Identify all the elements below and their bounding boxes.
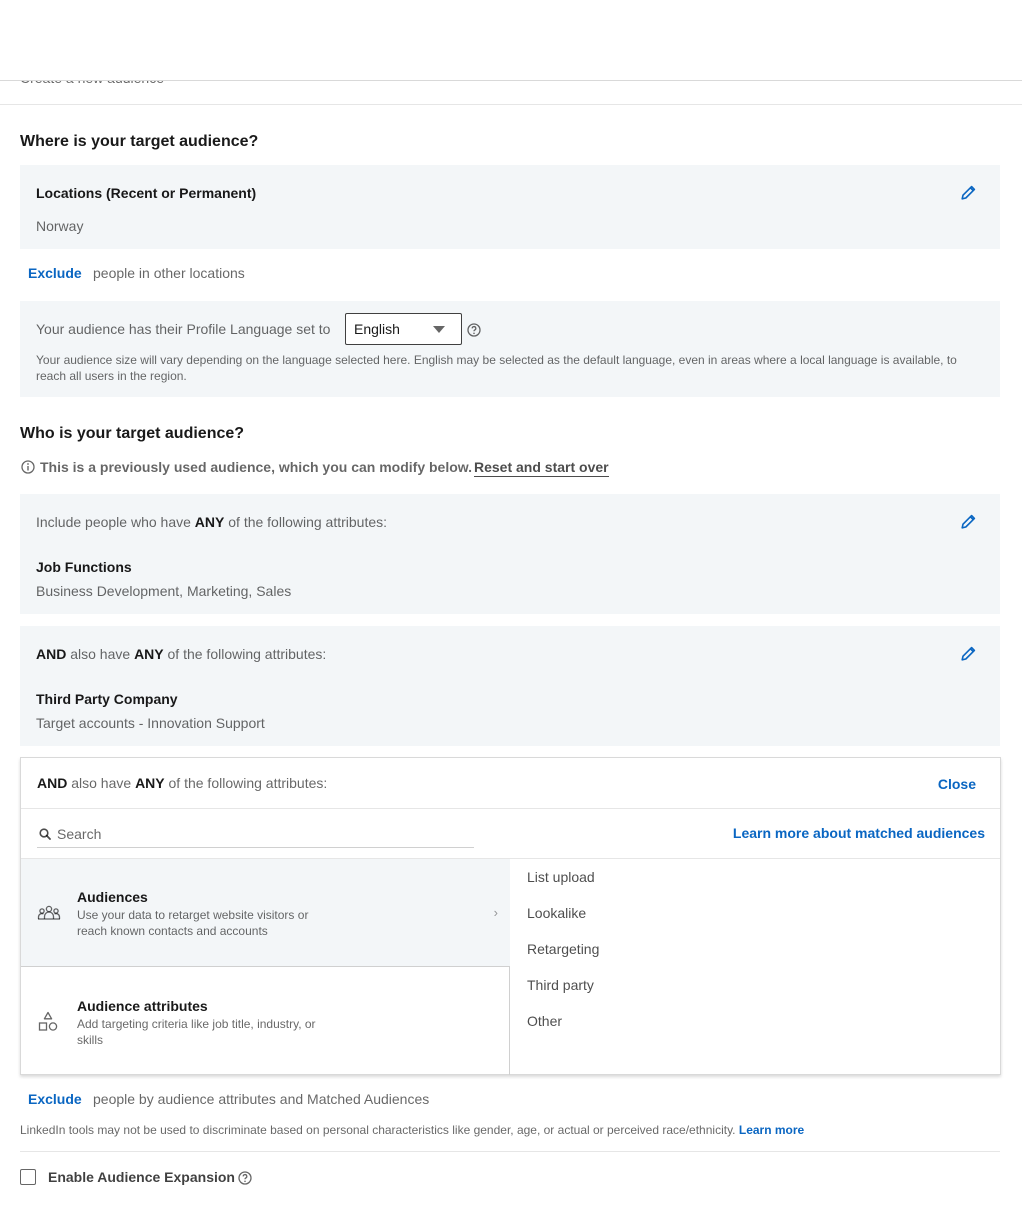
subitem-list-upload[interactable]: List upload — [527, 869, 595, 885]
category-desc: Use your data to retarget website visitors or reach known contacts and accounts — [77, 908, 309, 938]
subitem-retargeting[interactable]: Retargeting — [527, 941, 600, 957]
previous-audience-notice — [20, 459, 720, 479]
search-input[interactable] — [57, 823, 467, 845]
and-suffix: of the following attributes: — [168, 775, 328, 791]
where-heading: Where is your target audience? — [20, 133, 259, 150]
also-have: also have — [70, 646, 131, 662]
search-row — [21, 809, 1000, 859]
edit-locations-pencil-icon[interactable] — [960, 185, 976, 201]
also-have: also have — [71, 775, 132, 791]
shapes-icon — [37, 1011, 59, 1033]
divider — [0, 104, 1022, 105]
exclude-audience-link[interactable]: Exclude — [28, 1091, 82, 1107]
include-panel — [20, 494, 1000, 614]
category-audiences[interactable] — [21, 859, 510, 967]
locations-value: Norway — [36, 218, 84, 234]
and-rule-1 — [36, 646, 326, 662]
and-panel-1 — [20, 626, 1000, 746]
search-icon — [39, 827, 51, 839]
audience-expansion-label[interactable]: Enable Audience Expansion — [48, 1169, 235, 1185]
chevron-right-icon: › — [493, 905, 498, 920]
subitem-third-party[interactable]: Third party — [527, 977, 594, 993]
include-rule — [36, 514, 387, 530]
picker-header — [21, 758, 1000, 809]
and-1-values: Target accounts - Innovation Support — [36, 715, 265, 731]
language-prompt: Your audience has their Profile Language set to — [36, 321, 331, 337]
category-title: Audiences — [77, 889, 148, 905]
reset-link[interactable]: Reset and start over — [474, 459, 609, 475]
subcategory-list — [511, 859, 1000, 1075]
notice-text: This is a previously used audience, which you can modify below. — [40, 459, 473, 475]
audience-expansion-checkbox[interactable] — [20, 1169, 36, 1185]
and-keyword: AND — [36, 646, 67, 662]
help-circle-icon[interactable] — [238, 1171, 252, 1185]
attribute-picker — [20, 757, 1001, 1075]
caret-down-icon — [433, 326, 445, 333]
disclaimer — [20, 1123, 804, 1137]
category-list — [21, 859, 510, 1075]
disclaimer-learn-more-link[interactable]: Learn more — [738, 1123, 805, 1137]
who-heading: Who is your target audience? — [20, 425, 245, 442]
category-desc: Add targeting criteria like job title, industry, or skills — [77, 1017, 316, 1047]
edit-include-pencil-icon[interactable] — [960, 514, 976, 530]
exclude-locations-text: people in other locations — [93, 265, 245, 281]
disclaimer-text: LinkedIn tools may not be used to discriminate based on personal characteristics like gender, age, or actual or perceived race/ethnicity. — [20, 1123, 736, 1137]
and-rule-2 — [37, 775, 327, 791]
language-panel — [20, 301, 1000, 397]
include-prefix: Include people who have — [36, 514, 191, 530]
and-suffix: of the following attributes: — [167, 646, 327, 662]
any-keyword: ANY — [134, 646, 164, 662]
include-values: Business Development, Marketing, Sales — [36, 583, 292, 599]
divider — [20, 1151, 1000, 1152]
and-keyword: AND — [37, 775, 68, 791]
any-keyword: ANY — [135, 775, 165, 791]
learn-more-matched-link[interactable]: Learn more about matched audiences — [732, 825, 985, 841]
include-any: ANY — [194, 514, 225, 530]
include-suffix: of the following attributes: — [228, 514, 388, 530]
edit-and-1-pencil-icon[interactable] — [960, 646, 976, 662]
info-icon — [21, 460, 35, 474]
language-selected-value: English — [354, 321, 400, 337]
close-button[interactable]: Close — [937, 776, 976, 792]
locations-label: Locations (Recent or Permanent) — [36, 185, 257, 201]
subitem-other[interactable]: Other — [527, 1013, 563, 1029]
subitem-lookalike[interactable]: Lookalike — [527, 905, 587, 921]
language-note: Your audience size will vary depending on the language selected here. English may be selected as the default language, even in areas where a local language is available, to reach all users in the region. — [36, 353, 957, 383]
category-audience-attributes[interactable] — [21, 967, 510, 1075]
help-circle-icon[interactable] — [467, 323, 481, 337]
category-title: Audience attributes — [77, 998, 208, 1014]
search-field — [37, 823, 474, 848]
exclude-locations-link[interactable]: Exclude — [28, 265, 82, 281]
and-1-facet: Third Party Company — [36, 691, 178, 707]
locations-panel — [20, 165, 1000, 249]
include-facet: Job Functions — [36, 559, 132, 575]
language-select[interactable] — [345, 313, 462, 345]
people-group-icon — [37, 903, 61, 923]
exclude-audience-text: people by audience attributes and Matched Audiences — [93, 1091, 430, 1107]
top-bar — [0, 0, 1022, 81]
